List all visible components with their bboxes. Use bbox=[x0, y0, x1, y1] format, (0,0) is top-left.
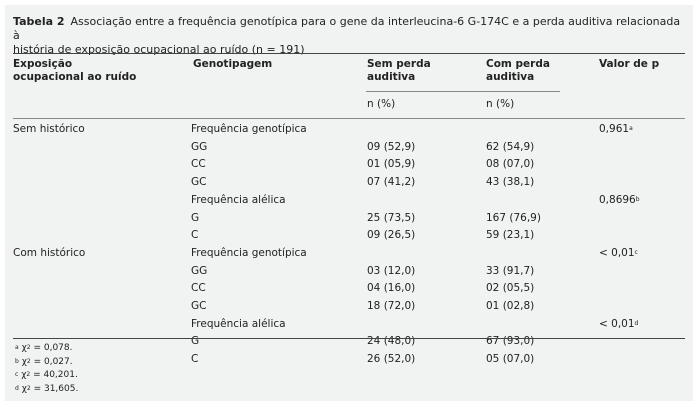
cell-sem-perda: 09 (26,5) bbox=[367, 229, 416, 242]
cell-genotype: CC bbox=[191, 158, 206, 171]
caption-line-1: Associação entre a frequência genotípica para o gene da interleucina-6 G-174C e a perda auditiva relacionada à bbox=[13, 15, 681, 42]
cell-genotype: GG bbox=[191, 264, 208, 277]
cell-genotype: C bbox=[191, 353, 199, 366]
cell-com-perda: 01 (02,8) bbox=[486, 300, 535, 312]
cell-sem-perda: 07 (41,2) bbox=[367, 176, 416, 189]
unit-sem-perda: n (%) bbox=[367, 98, 396, 110]
cell-genotype: GC bbox=[191, 300, 207, 312]
cell-sem-perda: 24 (48,0) bbox=[367, 335, 416, 348]
cell-com-perda: 59 (23,1) bbox=[486, 229, 535, 242]
cell-genotype: Frequência genotípica bbox=[191, 123, 307, 135]
header-genotyping: Genotipagem bbox=[193, 58, 273, 70]
cell-com-perda: 33 (91,7) bbox=[486, 264, 535, 277]
cell-genotype: GC bbox=[191, 176, 207, 189]
footnote: $^c$ $\chi^2 = 40,201$. bbox=[15, 370, 78, 380]
rule-top bbox=[13, 53, 685, 54]
cell-com-perda: 02 (05,5) bbox=[486, 282, 535, 295]
unit-com-perda: n (%) bbox=[486, 98, 515, 110]
footnote: $^a$ $\chi^2 = 0,078$. bbox=[15, 343, 73, 353]
cell-com-perda: 167 (76,9) bbox=[486, 211, 541, 224]
footnote-marker: d bbox=[634, 319, 639, 327]
cell-com-perda: 08 (07,0) bbox=[486, 158, 535, 171]
cell-genotype: GG bbox=[191, 140, 208, 153]
cell-exposure: Com histórico bbox=[13, 246, 86, 259]
cell-genotype: Frequência alélica bbox=[191, 193, 286, 206]
rule-bottom bbox=[13, 338, 685, 339]
header-exposure: Exposição ocupacional ao ruído bbox=[13, 58, 137, 83]
header-p-value: Valor de p bbox=[599, 58, 660, 70]
cell-genotype: Frequência alélica bbox=[191, 317, 286, 330]
cell-com-perda: 05 (07,0) bbox=[486, 353, 535, 366]
cell-exposure: Sem histórico bbox=[13, 123, 85, 135]
cell-genotype: G bbox=[191, 211, 200, 224]
footnote: $^b$ $\chi^2 = 0,027$. bbox=[15, 356, 73, 367]
rule-subheader bbox=[366, 91, 560, 92]
header-com-perda: Com perda auditiva bbox=[486, 58, 550, 83]
cell-p-value: < 0,01$^d$ bbox=[599, 317, 639, 330]
footnote-marker: c bbox=[634, 248, 638, 256]
cell-sem-perda: 18 (72,0) bbox=[367, 300, 416, 312]
rule-header-bottom bbox=[13, 118, 685, 119]
cell-genotype: CC bbox=[191, 282, 206, 295]
caption-line-2: história de exposição ocupacional ao ruído (n = 191) bbox=[13, 43, 305, 56]
cell-sem-perda: 03 (12,0) bbox=[367, 264, 416, 277]
table-panel bbox=[5, 5, 693, 401]
cell-genotype: Frequência genotípica bbox=[191, 246, 307, 259]
cell-com-perda: 67 (93,0) bbox=[486, 335, 535, 348]
footnote-marker: b bbox=[635, 195, 640, 203]
cell-com-perda: 62 (54,9) bbox=[486, 140, 535, 153]
cell-sem-perda: 09 (52,9) bbox=[367, 140, 416, 153]
cell-p-value: 0,961$^a$ bbox=[599, 123, 633, 135]
cell-com-perda: 43 (38,1) bbox=[486, 176, 535, 189]
table-label: Tabela 2 bbox=[13, 15, 65, 28]
cell-genotype: G bbox=[191, 335, 200, 348]
footnote: $^d$ $\chi^2 = 31,605$. bbox=[15, 383, 79, 394]
footnote-marker: a bbox=[629, 125, 633, 132]
header-sem-perda: Sem perda auditiva bbox=[367, 58, 431, 83]
table-caption bbox=[13, 15, 685, 57]
cell-sem-perda: 04 (16,0) bbox=[367, 282, 416, 295]
cell-sem-perda: 26 (52,0) bbox=[367, 353, 416, 366]
cell-p-value: 0,8696$^b$ bbox=[599, 193, 640, 206]
cell-sem-perda: 01 (05,9) bbox=[367, 158, 416, 171]
cell-p-value: < 0,01$^c$ bbox=[599, 246, 638, 259]
cell-sem-perda: 25 (73,5) bbox=[367, 211, 416, 224]
cell-genotype: C bbox=[191, 229, 199, 242]
